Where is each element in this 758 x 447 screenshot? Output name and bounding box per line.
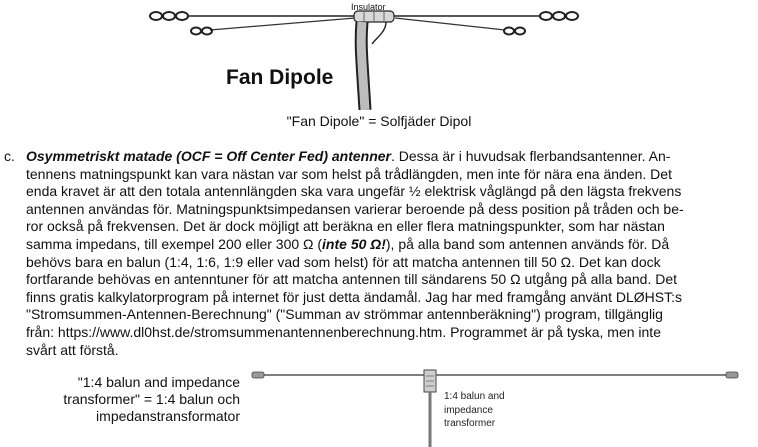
paragraph-line: svårt att förstå.	[26, 341, 119, 358]
balun-caption: "1:4 balun and impedance transformer" = 1:4 balun och impedanstransformator	[63, 374, 240, 424]
left-end-insulator-icon	[252, 372, 264, 378]
paragraph-line: från: https://www.dl0hst.de/stromsummenantennenberechnung.htm. Programmet är på tyska, men inte	[26, 323, 661, 340]
left-end-insulator-icon	[150, 12, 188, 20]
right-fan-insulator-icon	[504, 28, 525, 35]
balun-icon	[424, 370, 436, 392]
insulator-label: Insulator	[351, 2, 386, 12]
left-fan-insulator-icon	[191, 28, 212, 35]
fan-dipole-caption: "Fan Dipole" = Solfjäder Dipol	[286, 113, 472, 129]
paragraph-line: c. Osymmetriskt matade (OCF = Off Center Fed) antenner. Dessa är i huvudsak flerbandsantenner. An-	[4, 148, 671, 164]
emphasis-text: inte 50 Ω!	[322, 235, 386, 252]
right-end-insulator-icon	[540, 12, 578, 20]
balun-label: 1:4 balun and impedance transformer	[444, 391, 505, 429]
right-end-insulator-icon	[726, 372, 738, 378]
paragraph-heading: Osymmetriskt matade (OCF = Off Center Fed) antenner	[26, 148, 391, 164]
ocf-paragraph	[4, 148, 744, 359]
paragraph-line: antennen användas för. Matningspunktsimpedansen varierar beroende på dess position på tråden och be-	[26, 200, 684, 217]
fan-dipole-title: Fan Dipole	[226, 66, 334, 89]
paragraph-line: fortfarande behövas en antenntuner för att matcha antennen till sändarens 50 Ω utgång på alla band. Det	[26, 271, 678, 288]
paragraph-line: finns gratis kalkylatorprogram på internet för just detta ändamål. Jag har med framgång använt DLØHST:s	[26, 288, 682, 305]
paragraph-line: tennens matningspunkt kan vara nästan var som helst på trådlängden, men inte för nära ena änden. Det	[26, 165, 672, 182]
fan-dipole-diagram	[0, 0, 758, 110]
paragraph-line: samma impedans, till exempel 200 eller 300 Ω (inte 50 Ω!), på alla band som antennen används för. Då	[26, 235, 670, 252]
paragraph-line: behövs bara en balun (1:4, 1:6, 1:9 eller vad som helst) för att matcha antennen till 50 Ω. Det kan dock	[26, 253, 661, 270]
center-insulator-icon	[354, 11, 394, 22]
paragraph-line: ror också på frekvensen. Det är dock möjligt att beräkna en eller flera matningspunkter, som har nästan	[26, 218, 665, 235]
paragraph-line: enda kravet är att den totala antennlängden ska vara ungefär ½ elektrisk våglängd på den lägsta frekvens	[26, 183, 682, 200]
list-marker: c.	[4, 148, 15, 164]
paragraph-line: "Stromsummen-Antennen-Berechnung" ("Summan av strömmar antennberäkning") program, tillgänglig	[26, 306, 663, 323]
